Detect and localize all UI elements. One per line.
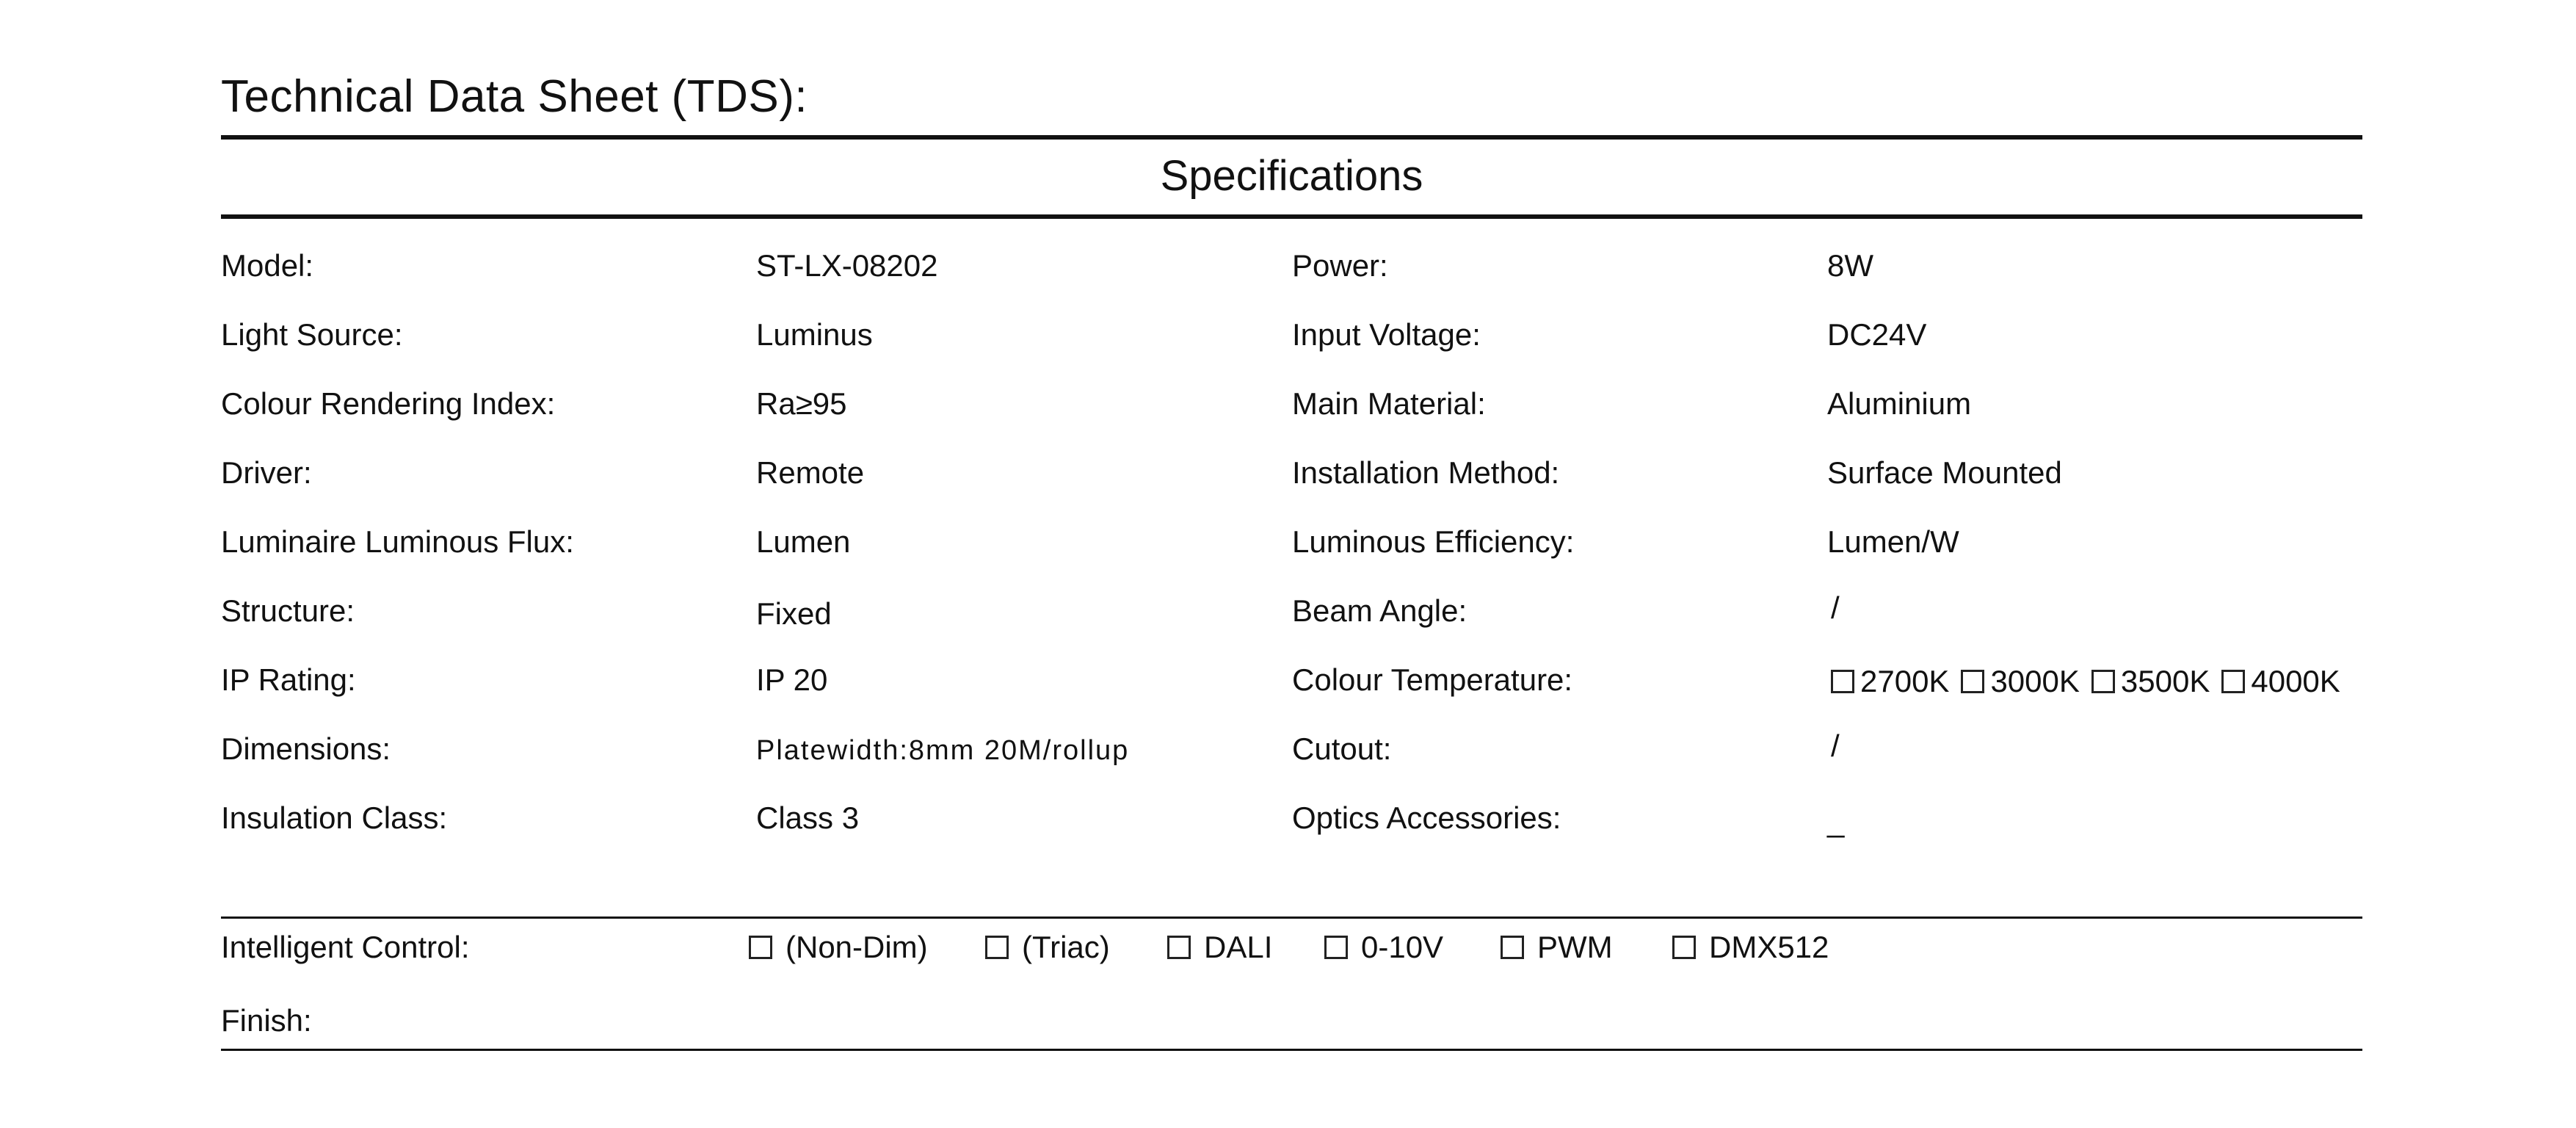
spec-value-dimensions: Platewidth:8mm 20M/rollup bbox=[756, 735, 1130, 766]
option-label: 4000K bbox=[2251, 664, 2340, 698]
spec-value-optics-accessories: _ bbox=[1827, 803, 1845, 838]
spec-label-power: Power: bbox=[1292, 248, 1388, 283]
colour-temp-option-3000k[interactable] bbox=[1961, 661, 2079, 702]
spec-value-power: 8W bbox=[1827, 248, 1873, 283]
control-divider-bottom bbox=[221, 1049, 2362, 1051]
spec-label-installation-method: Installation Method: bbox=[1292, 455, 1560, 490]
spec-value-structure: Fixed bbox=[756, 596, 832, 631]
checkbox-icon[interactable] bbox=[2221, 670, 2245, 693]
checkbox-icon[interactable] bbox=[1831, 670, 1854, 693]
spec-label-cri: Colour Rendering Index: bbox=[221, 386, 556, 421]
spec-label-cutout: Cutout: bbox=[1292, 731, 1392, 766]
title-divider bbox=[221, 135, 2362, 140]
checkbox-icon[interactable] bbox=[749, 936, 772, 959]
spec-label-dimensions: Dimensions: bbox=[221, 731, 391, 766]
option-label: 0-10V bbox=[1361, 930, 1444, 964]
finish-label: Finish: bbox=[221, 1003, 312, 1038]
spec-value-insulation-class: Class 3 bbox=[756, 800, 860, 835]
option-label: (Triac) bbox=[1022, 930, 1110, 964]
spec-value-driver: Remote bbox=[756, 455, 865, 490]
document-title: Technical Data Sheet (TDS): bbox=[221, 71, 808, 122]
spec-value-luminous-efficiency: Lumen/W bbox=[1827, 524, 1959, 559]
spec-label-colour-temperature: Colour Temperature: bbox=[1292, 662, 1573, 697]
spec-value-model: ST-LX-08202 bbox=[756, 248, 938, 283]
intelligent-control-options bbox=[749, 927, 1829, 968]
option-label: PWM bbox=[1537, 930, 1613, 964]
option-label: DMX512 bbox=[1709, 930, 1829, 964]
control-option-pwm[interactable] bbox=[1501, 927, 1672, 968]
spec-label-beam-angle: Beam Angle: bbox=[1292, 593, 1467, 628]
checkbox-icon[interactable] bbox=[2091, 670, 2115, 693]
spec-label-ip-rating: IP Rating: bbox=[221, 662, 356, 697]
spec-value-main-material: Aluminium bbox=[1827, 386, 1972, 421]
spec-label-luminous-flux: Luminaire Luminous Flux: bbox=[221, 524, 574, 559]
spec-label-structure: Structure: bbox=[221, 593, 355, 628]
option-label: DALI bbox=[1204, 930, 1273, 964]
spec-value-installation-method: Surface Mounted bbox=[1827, 455, 2062, 490]
spec-value-cutout: / bbox=[1831, 728, 1840, 763]
control-option-triac[interactable] bbox=[985, 927, 1167, 968]
spec-label-light-source: Light Source: bbox=[221, 317, 403, 352]
intelligent-control-label: Intelligent Control: bbox=[221, 930, 470, 964]
control-option-dmx512[interactable] bbox=[1672, 927, 1829, 968]
spec-value-input-voltage: DC24V bbox=[1827, 317, 1927, 352]
spec-label-main-material: Main Material: bbox=[1292, 386, 1486, 421]
colour-temp-option-2700k[interactable] bbox=[1831, 661, 1949, 702]
heading-divider bbox=[221, 214, 2362, 219]
checkbox-icon[interactable] bbox=[1501, 936, 1524, 959]
spec-value-light-source: Luminus bbox=[756, 317, 873, 352]
control-divider-top bbox=[221, 916, 2362, 919]
colour-temp-option-3500k[interactable] bbox=[2091, 661, 2210, 702]
control-option-dali[interactable] bbox=[1167, 927, 1324, 968]
spec-label-insulation-class: Insulation Class: bbox=[221, 800, 448, 835]
option-label: 3000K bbox=[1990, 664, 2080, 698]
spec-label-driver: Driver: bbox=[221, 455, 312, 490]
control-option-0-10v[interactable] bbox=[1324, 927, 1501, 968]
control-option-non-dim[interactable] bbox=[749, 927, 985, 968]
spec-value-luminous-flux: Lumen bbox=[756, 524, 851, 559]
spec-label-optics-accessories: Optics Accessories: bbox=[1292, 800, 1561, 835]
spec-label-model: Model: bbox=[221, 248, 314, 283]
spec-label-luminous-efficiency: Luminous Efficiency: bbox=[1292, 524, 1575, 559]
checkbox-icon[interactable] bbox=[985, 936, 1009, 959]
checkbox-icon[interactable] bbox=[1324, 936, 1348, 959]
spec-value-ip-rating: IP 20 bbox=[756, 662, 828, 697]
spec-label-input-voltage: Input Voltage: bbox=[1292, 317, 1481, 352]
option-label: 2700K bbox=[1860, 664, 1950, 698]
option-label: 3500K bbox=[2120, 664, 2210, 698]
checkbox-icon[interactable] bbox=[1167, 936, 1191, 959]
option-label: (Non-Dim) bbox=[786, 930, 928, 964]
checkbox-icon[interactable] bbox=[1961, 670, 1984, 693]
spec-value-beam-angle: / bbox=[1831, 590, 1840, 625]
spec-value-cri: Ra≥95 bbox=[756, 386, 847, 421]
section-heading: Specifications bbox=[1160, 152, 1423, 200]
colour-temperature-options bbox=[1831, 661, 2352, 702]
colour-temp-option-4000k[interactable] bbox=[2221, 661, 2340, 702]
checkbox-icon[interactable] bbox=[1672, 936, 1696, 959]
